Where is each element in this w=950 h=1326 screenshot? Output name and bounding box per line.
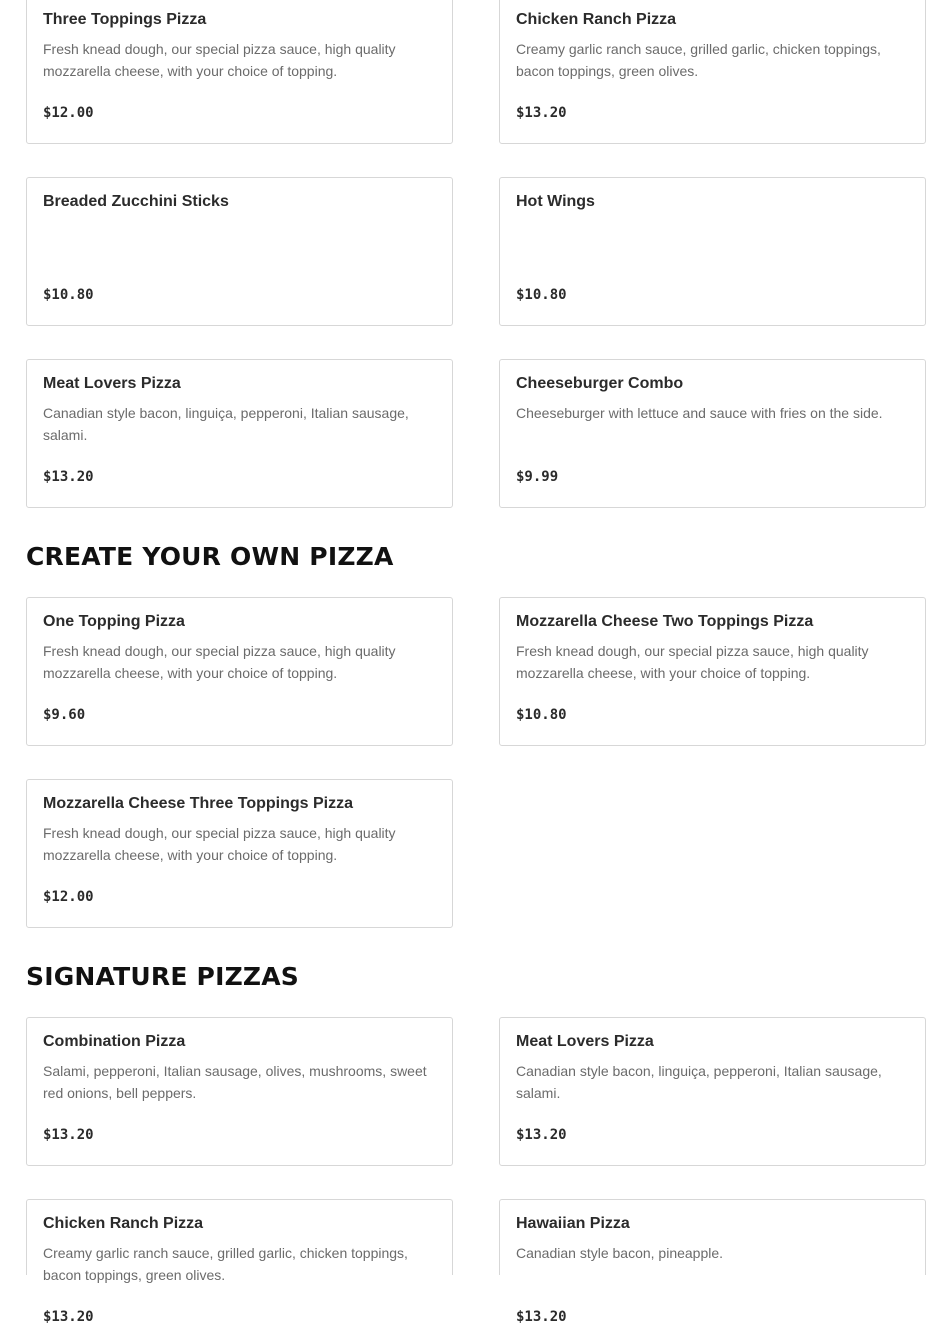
menu-item-name: Three Toppings Pizza <box>43 11 207 28</box>
menu-item-card[interactable] <box>499 1199 926 1325</box>
section-title: CREATE YOUR OWN PIZZA <box>26 542 394 571</box>
menu-item-price: $12.00 <box>43 889 94 905</box>
menu-item-card[interactable] <box>26 1199 453 1325</box>
menu-item-description: Fresh knead dough, our special pizza sauce, high quality mozzarella cheese, with your choice of topping. <box>43 643 396 681</box>
menu-item-name: Mozzarella Cheese Two Toppings Pizza <box>516 613 814 630</box>
menu-item-price: $13.20 <box>43 1309 94 1325</box>
menu-item-name: One Topping Pizza <box>43 613 185 630</box>
menu-item-card[interactable] <box>499 359 926 508</box>
menu-item-description: Salami, pepperoni, Italian sausage, olives, mushrooms, sweet red onions, bell peppers. <box>43 1063 427 1101</box>
menu-item-description: Fresh knead dough, our special pizza sauce, high quality mozzarella cheese, with your choice of topping. <box>43 825 396 863</box>
menu-item-price: $10.80 <box>516 287 567 303</box>
menu-item-card[interactable] <box>499 597 926 746</box>
menu-item-description: Creamy garlic ranch sauce, grilled garlic, chicken toppings, bacon toppings, green olives. <box>516 41 881 79</box>
menu-item-name: Cheeseburger Combo <box>516 375 684 392</box>
menu-item-price: $9.99 <box>516 469 559 485</box>
menu-item-price: $9.60 <box>43 707 86 723</box>
menu-item-description: Canadian style bacon, linguiça, pepperoni, Italian sausage, salami. <box>516 1063 882 1101</box>
menu-item-name: Chicken Ranch Pizza <box>43 1215 204 1232</box>
menu-item-price: $13.20 <box>516 1309 567 1325</box>
menu-item-description: Canadian style bacon, pineapple. <box>516 1245 724 1261</box>
menu-item-name: Breaded Zucchini Sticks <box>43 193 229 210</box>
menu-item-description: Fresh knead dough, our special pizza sauce, high quality mozzarella cheese, with your choice of topping. <box>43 41 396 79</box>
menu-item-card[interactable] <box>26 779 453 928</box>
menu-item-name: Meat Lovers Pizza <box>516 1033 654 1050</box>
menu-item-card[interactable] <box>499 0 926 144</box>
menu-item-name: Hawaiian Pizza <box>516 1215 630 1232</box>
menu-item-description: Fresh knead dough, our special pizza sauce, high quality mozzarella cheese, with your choice of topping. <box>516 643 869 681</box>
menu-item-price: $10.80 <box>516 707 567 723</box>
menu-item-price: $13.20 <box>43 1127 94 1143</box>
menu-item-card[interactable] <box>26 177 453 326</box>
menu-item-card[interactable] <box>499 177 926 326</box>
menu-item-price: $10.80 <box>43 287 94 303</box>
menu-item-name: Chicken Ranch Pizza <box>516 11 677 28</box>
menu-item-card[interactable] <box>26 1017 453 1166</box>
menu-item-price: $12.00 <box>43 105 94 121</box>
menu-item-price: $13.20 <box>516 1127 567 1143</box>
menu-item-name: Meat Lovers Pizza <box>43 375 181 392</box>
menu-item-card[interactable] <box>499 1017 926 1166</box>
menu-item-description: Canadian style bacon, linguiça, pepperoni, Italian sausage, salami. <box>43 405 409 443</box>
menu-item-name: Hot Wings <box>516 193 595 210</box>
section-title: SIGNATURE PIZZAS <box>26 962 299 991</box>
menu-item-description: Creamy garlic ranch sauce, grilled garlic, chicken toppings, bacon toppings, green olives. <box>43 1245 408 1283</box>
menu-item-name: Mozzarella Cheese Three Toppings Pizza <box>43 795 353 812</box>
menu-item-card[interactable] <box>26 0 453 144</box>
menu-item-card[interactable] <box>26 597 453 746</box>
menu-item-description: Cheeseburger with lettuce and sauce with fries on the side. <box>516 405 883 421</box>
menu-item-price: $13.20 <box>43 469 94 485</box>
menu-item-price: $13.20 <box>516 105 567 121</box>
menu-item-card[interactable] <box>26 359 453 508</box>
menu-item-name: Combination Pizza <box>43 1033 186 1050</box>
